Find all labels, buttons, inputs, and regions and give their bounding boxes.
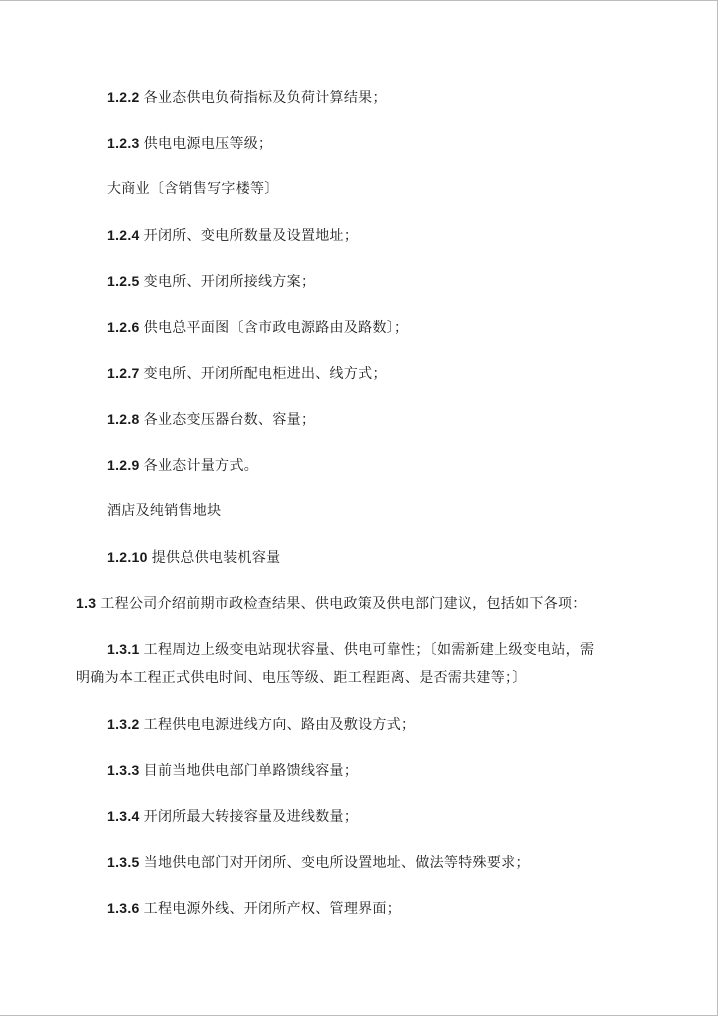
- section-heading-hotel: [107, 501, 221, 521]
- item-text: 开闭所最大转接容量及进线数量；: [143, 809, 359, 825]
- item-text: 供电总平面图〔含市政电源路由及路数〕；: [143, 320, 409, 336]
- item-1-2-2: [107, 87, 387, 108]
- item-text: 供电电源电压等级；: [143, 136, 273, 152]
- item-text: 提供总供电装机容量: [151, 550, 281, 566]
- item-1-3-1-continuation: [76, 668, 527, 688]
- item-text: 酒店及纯销售地块: [107, 503, 222, 519]
- item-text: 各业态变压器台数、容量；: [143, 412, 316, 428]
- item-1-3-3: [107, 760, 358, 781]
- item-1-3-2: [107, 714, 415, 735]
- item-1-2-8: [107, 409, 315, 430]
- item-1-3-4: [107, 806, 358, 827]
- item-text: 大商业〔含销售写字楼等〕: [107, 181, 279, 197]
- item-1-3-1: [107, 639, 594, 660]
- item-number: 1.3.6: [107, 900, 140, 916]
- item-text: 明确为本工程正式供电时间、电压等级、距工程距离、是否需共建等；〕: [76, 670, 527, 686]
- item-1-2-4: [107, 225, 358, 246]
- item-number: 1.2.10: [107, 549, 148, 565]
- item-number: 1.2.8: [107, 411, 140, 427]
- item-1-2-7: [107, 363, 387, 384]
- item-number: 1.2.7: [107, 365, 140, 381]
- item-number: 1.3: [76, 595, 97, 611]
- item-text: 目前当地供电部门单路馈线容量；: [143, 763, 359, 779]
- item-text: 工程供电电源进线方向、路由及敷设方式；: [143, 717, 416, 733]
- item-number: 1.2.4: [107, 227, 140, 243]
- section-heading-commercial: [107, 179, 279, 199]
- item-text: 各业态计量方式。: [143, 458, 259, 474]
- item-text: 工程电源外线、开闭所产权、管理界面；: [143, 901, 402, 917]
- item-text: 变电所、开闭所接线方案；: [143, 274, 316, 290]
- item-text: 当地供电部门对开闭所、变电所设置地址、做法等特殊要求；: [143, 855, 530, 871]
- item-number: 1.2.6: [107, 319, 140, 335]
- item-number: 1.2.3: [107, 135, 140, 151]
- item-text: 各业态供电负荷指标及负荷计算结果；: [143, 90, 387, 106]
- item-number: 1.2.9: [107, 457, 140, 473]
- item-number: 1.3.4: [107, 808, 140, 824]
- item-number: 1.2.5: [107, 273, 140, 289]
- item-text: 工程公司介绍前期市政检查结果、供电政策及供电部门建议，包括如下各项：: [100, 596, 587, 612]
- item-1-2-10: [107, 547, 280, 568]
- item-1-2-9: [107, 455, 258, 476]
- item-number: 1.2.2: [107, 89, 140, 105]
- item-number: 1.3.2: [107, 716, 140, 732]
- item-1-3-5: [107, 852, 530, 873]
- item-text: 开闭所、变电所数量及设置地址；: [143, 228, 359, 244]
- item-1-3: [76, 593, 587, 614]
- item-1-2-5: [107, 271, 315, 292]
- item-1-3-6: [107, 898, 401, 919]
- item-1-2-3: [107, 133, 272, 154]
- item-1-2-6: [107, 317, 408, 338]
- item-text: 变电所、开闭所配电柜进出、线方式；: [143, 366, 387, 382]
- item-text: 工程周边上级变电站现状容量、供电可靠性；〔如需新建上级变电站，需: [143, 642, 595, 658]
- item-number: 1.3.3: [107, 762, 140, 778]
- item-number: 1.3.5: [107, 854, 140, 870]
- item-number: 1.3.1: [107, 641, 140, 657]
